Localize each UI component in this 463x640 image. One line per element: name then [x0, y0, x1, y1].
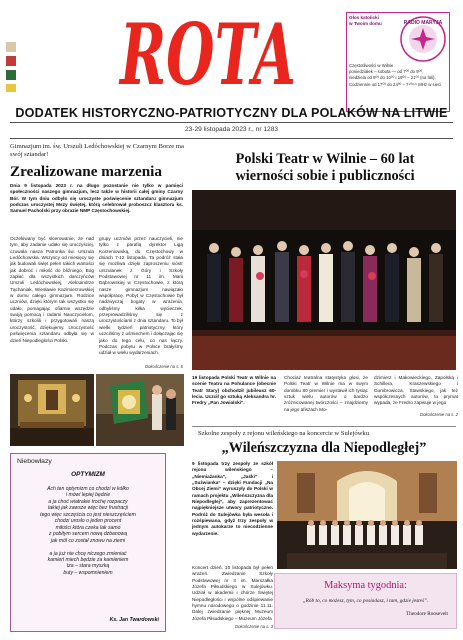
- article-bottom-kicker: Szkolne zespoły z rejonu wileńskiego na koncercie w Sulejówku: [198, 430, 370, 437]
- rule-bottom-article: [192, 426, 456, 427]
- maxim-text: „Rób to, co możesz, tym, co posiadasz, i tam, gdzie jesteś”.: [302, 598, 429, 604]
- maxim-box: [274, 573, 457, 629]
- svg-text:ROTA: ROTA: [118, 14, 296, 96]
- radio-schedule-line: Codziennie od 17⁰⁰ do 24⁰⁰ – 7⁴⁰⁸·⁵ MHz w sieci: [349, 81, 442, 87]
- article-bottom-continued: Dokończenie na s. 3: [235, 624, 273, 629]
- poem-line: a ja już nie chcę niczego zmieniać: [49, 550, 127, 557]
- poem-line: buty – wspomnieniem: [63, 569, 113, 576]
- article-bottom-body: Koncert dzień, 10 listopada był pełen wrażeń. Zwiedzanie Szkoły Podstawowej nr 3 im. Marszałka Józefa Piłsudskiego w Sulejówku. Udział w akademii i chórze Świętej Niepodległości i wspólne odśpiewanie hymnu narodowego o godzinie 11.11. Dalej zwiedzanie pięknej Muzeum Józefa Piłsudskiego – Muzeum Józefa: [192, 565, 273, 621]
- maxim-author: Theodore Roosevelt: [406, 611, 448, 617]
- article-right-col2: Chociaż teatralna statystyka głosi, że Polski Teatr w Wilnie ma w swym dorobku 80 premier i wystawił ich tysiąc sztuk wielu autorów o bardzo zróżnicowanej twórczości – znajdziemy na jego afiszach Mo-: [284, 375, 368, 412]
- issue-date: 23-29 listopada 2023 r., nr 1283: [184, 126, 279, 133]
- article-left-kicker: Gimnazjum im. św. Urszuli Ledóchowskiej w Czarnym Borze ma swój sztandar!: [10, 143, 184, 158]
- rule-top: [10, 122, 453, 123]
- article-bottom-lead: 9 listopada trzy zespoły ze szkół rejonu wileńskiego – „Niemiażanka”, „Jaśki” i „Sużwianka” – dzięki Fundacji „Na Obcej Ziemi” wyruszyły do Polski w ramach projektu „Wileńszczyzna dla Niepodległej”, aby zaprezentować najpiękniejsze utwory patriotyczne. Podróż do Sulejówka była wesoła i rozśpiewana, gdyż trzy zespoły w jednym autokarze to niecodzienne wydarzenie.: [192, 461, 273, 536]
- article-left-continued: Dokończenie na s. 6: [145, 364, 183, 369]
- poem-rubric: Niebowłazy: [17, 458, 52, 465]
- rule-issue: [10, 138, 453, 139]
- poem-line: chodzi urosło o jeden procent: [54, 518, 122, 525]
- poem-box: [10, 453, 166, 632]
- radio-schedule-line: poniedziałek – sobota — od 7⁰⁰ do 9⁰⁰,: [349, 69, 424, 75]
- radio-maryja-emblem: [399, 15, 447, 63]
- poem-line: jak mól co został znowu na ziemi: [50, 537, 126, 544]
- poem-line: a ja choć wiatrakie trochę rozpaczy: [48, 498, 128, 505]
- article-left-title: Zrealizowane marzenia: [10, 163, 162, 180]
- article-left-col2: grupy uczniów przez nauczycieli, nie tylko z parafią dyrektor Ligą Korzeniowską, do Częstochowy w dniach 7-12 listopada. Ta podróż stała się możliwa dzięki zaproszeniu sióstr urszulanek z Góry i Szkoły Podstawowej nr 11 im. Marii Dąbrowskiej w Częstochowie, z którą nasze gimnazjum nawiązało współpracę. Pobyt w Częstochowie był nadzwyczaj bogaty w wrażenia, odbyliśmy kilka wycieczek, przeprowadziliśmy się z uroczystościami z dnia sztandaru. To był wielki tydzień patriotyczny, który uczciliśmy z uśmiechem i dołączając się jako do tego celu, co nas łączy. Podczas pobytu w Polsce brałyśmy udział w wielu wydarzeniach.: [99, 236, 183, 356]
- poem-lines: [15, 486, 161, 576]
- maxim-title: Maksyma tygodnia:: [324, 580, 407, 591]
- poem-line: miłości która czeka lak samo: [55, 524, 121, 531]
- article-left-col1: Oczekiwany być skierowanie, że nad tym, aby zadanie udało się uroczyściej, czuwała nasza Patronka św. Urszula Ledóchowska. Wszyscy od miesięcy się jak budowali święt pełen takich wartości jak dobroć i miłość do bliźniego, Bóg zapłać dla wszystkich darczyńców Urszuli Ledóchowskiej, Aleksandrze Tąchaniak, Wiesławie Kazimierzowskiej w domu całego gimnazjum. Rodzice uczniów, dzięki którym tak wszystko się udało, pomagając ofiarnie wszędzie swoją pomocą i radami Nauczycielom, którzy szkolili i przygotowali naszą uroczystość, dziękujemy. Uroczystość poświęcenia sztandaru odbyła się w dzień Niepodległości Polski.: [10, 236, 94, 343]
- article-left-lead: Dnia 9 listopada 2023 r. na długo pozostanie nie tylko w pamięci społeczności naszego gimnazjum, lecz także w historii całej gminy Czarny Bór. W tym dniu odbyło się uroczyste poświęcenie sztandaru gimnazjum podczas uroczystej Mszy świętej, którą celebrował proboszcz klasztoru ks. Samuel Pacholski przy obrazie NMP Częstochowskiej.: [10, 183, 183, 214]
- poem-line: kamień miech będzie za kamieniem: [47, 556, 129, 563]
- poem-line: takiej jak zawsze więc bez frustracji: [47, 505, 129, 512]
- article-right-continued: Dokończenie na s. 2: [420, 412, 458, 417]
- banner-ceremony-photo: [96, 374, 184, 446]
- article-right-title-line2: wierności sobie i publiczności: [235, 168, 415, 184]
- article-bottom-title: „Wileńszczyzna dla Niepodległej”: [221, 440, 427, 456]
- radio-schedule: [349, 63, 447, 88]
- radio-schedule-line: Częstotliwości w Wilnie: [349, 63, 394, 68]
- article-right-col3: dzimierz i Makowieckiego, Zapolską i Schillera, Kraszewskiego i Gombrowicza, Stawskiego, jak też współczesnych autorów, to prymat wypada, że Fredro zapisuje w jego: [374, 375, 458, 406]
- radio-slogan-line: w Twoim domu: [349, 21, 382, 26]
- svg-text:RADIO MARYJA: RADIO MARYJA: [403, 20, 443, 26]
- church-interior-photo: [10, 374, 94, 446]
- poem-line: tego więc szczęścia co jest nieszczęściem: [40, 511, 136, 518]
- radio-schedule-line: niedziela od 9⁰⁰ do 10⁰⁰ i 19⁰⁰ – 21⁰⁰ (na fali),: [349, 75, 436, 81]
- poem-line: i mówi lepiej będzie: [65, 492, 111, 499]
- article-right-title-line1: Polski Teatr w Wilnie – 60 lat: [235, 151, 415, 167]
- masthead: [0, 0, 463, 100]
- rota-logo: [118, 14, 298, 96]
- flag-strip-decoration: [4, 36, 18, 94]
- poem-title: OPTYMIZM: [71, 471, 105, 478]
- poem-line: z pobitym sercem nową dzbanową: [48, 531, 128, 538]
- radio-slogan-line: Głos katolicki: [349, 15, 379, 20]
- radio-maryja-box: [346, 12, 450, 112]
- poem-line: tza – stara myszką: [66, 563, 110, 570]
- theatre-stage-photo: [192, 190, 456, 370]
- masthead-subtitle: DODATEK HISTORYCZNO-PATRIOTYCZNY DLA POLAKÓW NA LITWIE: [15, 106, 448, 120]
- choir-concert-photo: [277, 461, 457, 569]
- theatre-photo-caption: 19 listopada Polski Teatr w Wilnie na scenie Teatru na Pohulance (obecnie Teatr Stary) obchodził jubileusz 60-lecia. Uczcił go sztuką Aleksandra hr. Fredry „Pan Jowialski”.: [192, 375, 276, 406]
- poem-line: Ach ten optymizm co chodzi w kółko: [47, 486, 129, 492]
- poem-author: Ks. Jan Twardowski: [109, 617, 159, 623]
- radio-slogan: [349, 15, 401, 51]
